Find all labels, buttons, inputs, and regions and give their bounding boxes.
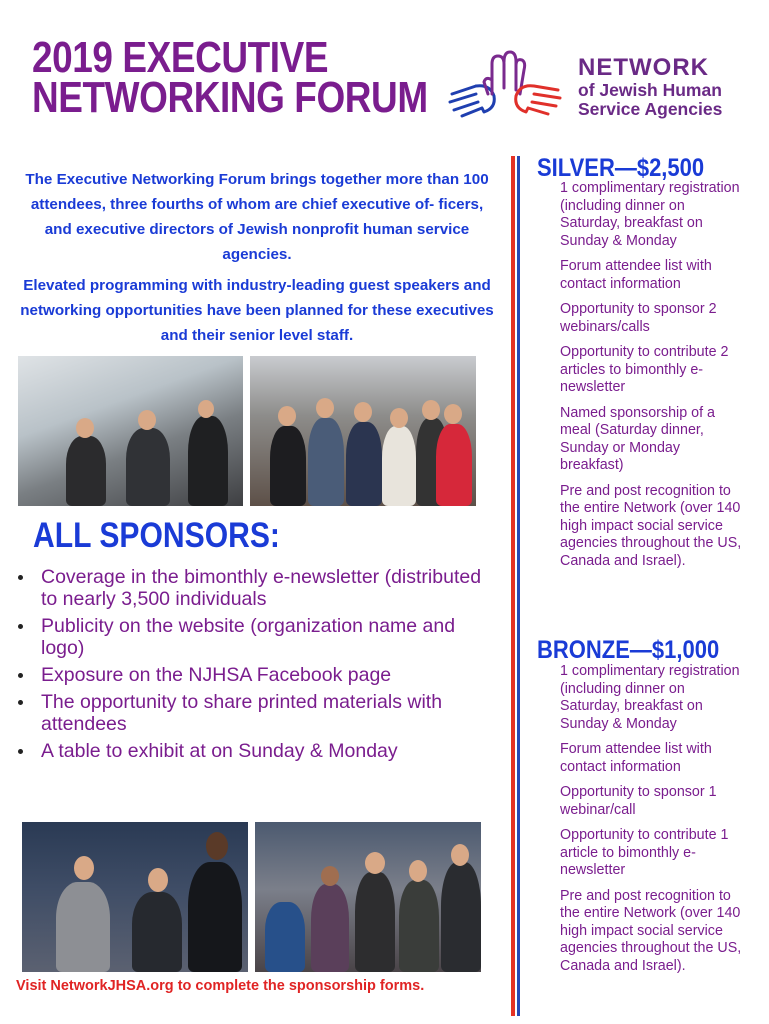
title-line-2: NETWORKING FORUM bbox=[32, 73, 428, 122]
list-item: Opportunity to contribute 2 articles to bimonthly e-newsletter bbox=[560, 344, 729, 395]
event-photo-staircase bbox=[18, 356, 243, 506]
logo-wordmark bbox=[578, 55, 722, 119]
bullet-icon bbox=[18, 624, 23, 629]
list-item: 1 complimentary registration (including dinner on Saturday, breakfast on Sunday & Monday bbox=[560, 663, 740, 732]
list-item: The opportunity to share printed materials with attendees bbox=[18, 691, 488, 735]
bullet-icon bbox=[18, 700, 23, 705]
intro-text bbox=[18, 167, 496, 354]
divider-red bbox=[511, 156, 515, 1016]
list-item: Opportunity to sponsor 1 webinar/call bbox=[560, 784, 717, 818]
title-line-1: 2019 EXECUTIVE bbox=[32, 33, 329, 82]
list-item: A table to exhibit at on Sunday & Monday bbox=[18, 740, 488, 762]
event-photo-conversation bbox=[22, 822, 248, 972]
list-item: Pre and post recognition to the entire Network (over 140 high impact social service agencies throughout the US, Canada and Israel). bbox=[560, 887, 742, 974]
list-item: Pre and post recognition to the entire Network (over 140 high impact social service agencies throughout the US, Canada and Israel). bbox=[560, 482, 742, 569]
divider-blue bbox=[517, 156, 520, 1016]
list-item: 1 complimentary registration (including dinner on Saturday, breakfast on Sunday & Monday bbox=[560, 180, 740, 249]
logo-line-2: of Jewish Human bbox=[578, 80, 722, 100]
logo-line-3: Service Agencies bbox=[578, 99, 723, 119]
bronze-heading: BRONZE—$1,000 bbox=[537, 636, 720, 664]
all-sponsors-list bbox=[18, 566, 488, 767]
silver-benefits-list bbox=[560, 180, 746, 578]
event-photo-exhibit bbox=[255, 822, 481, 972]
bronze-benefits-list bbox=[560, 663, 746, 983]
event-photo-group bbox=[250, 356, 476, 506]
silver-heading: SILVER—$2,500 bbox=[537, 154, 705, 182]
list-item: Named sponsorship of a meal (Saturday dinner, Sunday or Monday breakfast) bbox=[560, 404, 715, 473]
bullet-icon bbox=[18, 749, 23, 754]
list-item: Forum attendee list with contact information bbox=[560, 741, 712, 775]
logo-line-1: NETWORK bbox=[578, 54, 709, 81]
intro-paragraph-2: Elevated programming with industry-leading guest speakers and networking opportunities have been planned for these executives and their senior level staff. bbox=[20, 277, 494, 344]
all-sponsors-heading: ALL SPONSORS: bbox=[33, 516, 280, 555]
list-item: Opportunity to contribute 1 article to bimonthly e-newsletter bbox=[560, 827, 729, 878]
cta-link-text: Visit NetworkJHSA.org to complete the sponsorship forms. bbox=[16, 978, 425, 994]
list-item: Coverage in the bimonthly e-newsletter (distributed to nearly 3,500 individuals bbox=[18, 566, 488, 610]
page-title bbox=[32, 33, 428, 122]
list-item: Opportunity to sponsor 2 webinars/calls bbox=[560, 301, 717, 335]
intro-paragraph-1: The Executive Networking Forum brings together more than 100 attendees, three fourths of whom are chief executive of- ficers, and executive directors of Jewish nonprofit human service agencies. bbox=[25, 171, 489, 263]
list-item: Publicity on the website (organization name and logo) bbox=[18, 615, 488, 659]
bullet-icon bbox=[18, 575, 23, 580]
list-item: Forum attendee list with contact information bbox=[560, 258, 712, 292]
bullet-icon bbox=[18, 673, 23, 678]
list-item: Exposure on the NJHSA Facebook page bbox=[18, 664, 488, 686]
hands-icon bbox=[446, 50, 564, 122]
